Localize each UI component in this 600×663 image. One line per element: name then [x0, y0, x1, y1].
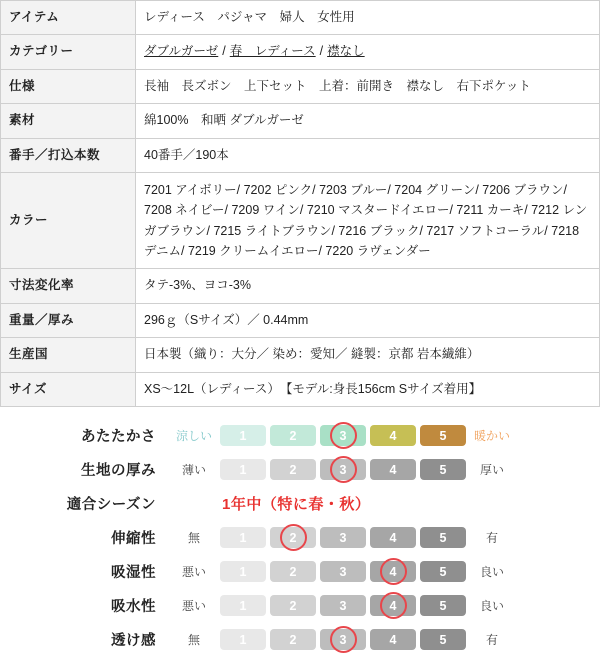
link-separator: / — [222, 44, 226, 59]
spec-row — [1, 303, 600, 337]
spec-row-label: カテゴリー — [1, 35, 136, 69]
spec-row-value: XS〜12L（レディース） 【モデル:身長156cm Sサイズ着用】 — [136, 372, 600, 406]
rating-row-label: あたたかさ — [81, 429, 156, 446]
spec-row-value: 長袖 長ズボン 上下セット 上着：前開き 襟なし 右下ポケット — [136, 69, 600, 103]
scale-cell: 5 — [420, 459, 466, 480]
spec-row-label: 重量／厚み — [1, 303, 136, 337]
scale-cell: 1 — [220, 459, 266, 480]
season-text: 1年中（特に春・秋） — [222, 496, 371, 514]
scale-right-cap: 有 — [485, 531, 498, 546]
spec-row-value: 296ｇ（Sサイズ）／ 0.44mm — [136, 303, 600, 337]
scale-cell: 4 — [370, 561, 416, 582]
scale-cell: 5 — [420, 561, 466, 582]
scale-cell: 2 — [270, 629, 316, 650]
scale-cell: 5 — [420, 629, 466, 650]
category-link[interactable]: 春 レディース — [229, 44, 316, 59]
spec-row — [1, 372, 600, 406]
rating-row — [0, 589, 600, 623]
rating-chart — [0, 407, 600, 663]
rating-scale — [170, 425, 516, 446]
spec-row-value: 日本製（織り：大分／ 染め：愛知／ 縫製：京都 岩本繊維） — [136, 338, 600, 372]
scale-left-cap: 薄い — [181, 463, 206, 478]
spec-table-body — [1, 1, 600, 407]
scale-right-cap: 厚い — [479, 463, 504, 478]
spec-row-label: 番手／打込本数 — [1, 138, 136, 172]
scale-left-cap: 悪い — [181, 599, 206, 614]
scale-cell: 2 — [270, 527, 316, 548]
scale-left-cap: 悪い — [181, 565, 206, 580]
scale-left-cap: 涼しい — [175, 429, 212, 444]
rating-scale — [170, 629, 516, 650]
rating-scale — [170, 561, 516, 582]
rating-row — [0, 487, 600, 521]
spec-row-value: 40番手／190本 — [136, 138, 600, 172]
rating-row-label: 伸縮性 — [111, 531, 156, 548]
category-link[interactable]: ダブルガーゼ — [144, 44, 219, 59]
spec-row — [1, 35, 600, 69]
scale-left-cap: 無 — [187, 531, 200, 546]
color-list: 7201 アイボリー/ 7202 ピンク/ 7203 ブルー/ 7204 グリーン/ 7206 ブラウン/ 7208 ネイビー/ 7209 ワイン/ 7210 マスタードイエロー/ 7211 カーキ/ 7212 レンガブラウン/ 7215 ライトブラウン/ 7216 ブラック/ 7217 ソフトコーラル/ 7218 デニム/ 7219 クリームイエロー/ 7220 ラヴェンダー — [144, 182, 588, 258]
rating-row-label: 生地の厚み — [81, 463, 156, 480]
scale-right-cap: 有 — [485, 633, 498, 648]
spec-row-value: レディース パジャマ 婦人 女性用 — [136, 1, 600, 35]
rating-scale — [170, 527, 516, 548]
scale-cell: 3 — [320, 527, 366, 548]
spec-row-label: 仕様 — [1, 69, 136, 103]
scale-left-cap: 無 — [187, 633, 200, 648]
scale-right-cap: 良い — [479, 565, 504, 580]
scale-right-cap: 暖かい — [473, 429, 510, 444]
spec-row — [1, 338, 600, 372]
rating-row-label: 透け感 — [111, 633, 156, 650]
rating-row — [0, 419, 600, 453]
scale-cell: 1 — [220, 629, 266, 650]
spec-row-label: 寸法変化率 — [1, 269, 136, 303]
spec-row — [1, 269, 600, 303]
scale-cell: 3 — [320, 459, 366, 480]
rating-row — [0, 623, 600, 657]
spec-row-value[interactable] — [136, 35, 600, 69]
spec-row-value — [136, 172, 600, 269]
category-link[interactable]: 襟なし — [327, 44, 365, 59]
scale-cell: 4 — [370, 459, 416, 480]
rating-row-label: 吸水性 — [111, 599, 156, 616]
rating-row-label: 吸湿性 — [111, 565, 156, 582]
scale-cell: 2 — [270, 561, 316, 582]
scale-cell: 5 — [420, 595, 466, 616]
scale-cell: 1 — [220, 561, 266, 582]
scale-cell: 1 — [220, 527, 266, 548]
scale-cell: 3 — [320, 561, 366, 582]
link-separator: / — [319, 44, 324, 59]
spec-row — [1, 104, 600, 138]
scale-cell: 3 — [320, 595, 366, 616]
scale-cell: 3 — [320, 425, 366, 446]
scale-right-cap: 良い — [479, 599, 504, 614]
scale-cell: 5 — [420, 425, 466, 446]
spec-row — [1, 69, 600, 103]
spec-row-label: サイズ — [1, 372, 136, 406]
scale-cell: 1 — [220, 425, 266, 446]
spec-row — [1, 1, 600, 35]
scale-cell: 1 — [220, 595, 266, 616]
rating-row — [0, 453, 600, 487]
rating-row-label: 適合シーズン — [66, 497, 156, 514]
spec-row-value: タテ-3%、ヨコ-3% — [136, 269, 600, 303]
rating-scale — [170, 595, 516, 616]
spec-row-label: アイテム — [1, 1, 136, 35]
spec-row-value: 綿100% 和晒 ダブルガーゼ — [136, 104, 600, 138]
scale-cell: 3 — [320, 629, 366, 650]
rating-row — [0, 521, 600, 555]
scale-cell: 2 — [270, 425, 316, 446]
scale-cell: 5 — [420, 527, 466, 548]
rating-row — [0, 555, 600, 589]
scale-cell: 2 — [270, 459, 316, 480]
scale-cell: 4 — [370, 527, 416, 548]
scale-cell: 4 — [370, 629, 416, 650]
spec-row — [1, 138, 600, 172]
spec-row-label: カラー — [1, 172, 136, 269]
scale-cell: 2 — [270, 595, 316, 616]
spec-row-label: 素材 — [1, 104, 136, 138]
rating-scale — [170, 459, 516, 480]
scale-cell: 4 — [370, 425, 416, 446]
spec-row-label: 生産国 — [1, 338, 136, 372]
spec-row — [1, 172, 600, 269]
scale-cell: 4 — [370, 595, 416, 616]
